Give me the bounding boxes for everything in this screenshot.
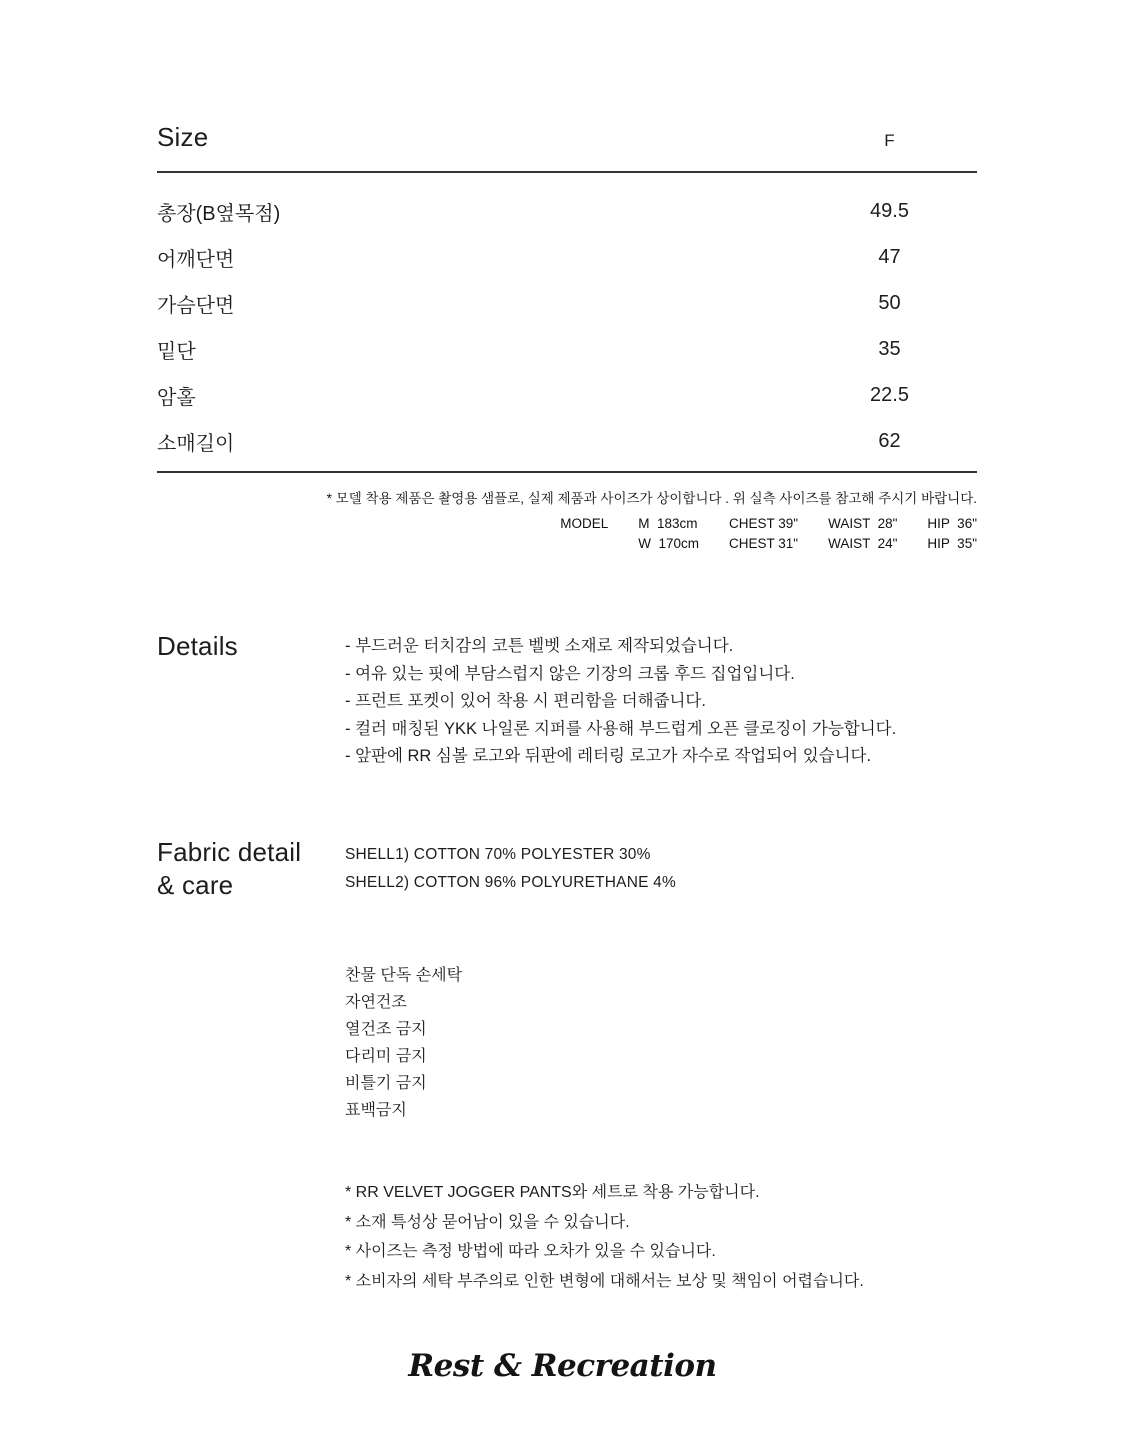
measurement-label: 소매길이	[157, 432, 235, 455]
model-chest: CHEST 31"	[729, 536, 799, 551]
model-spec-table	[157, 514, 977, 554]
detail-item: - 프런트 포켓이 있어 착용 시 편리함을 더해줍니다.	[345, 692, 706, 710]
product-note: * 소재 특성상 묻어남이 있을 수 있습니다.	[345, 1213, 630, 1231]
model-label-empty	[560, 534, 608, 554]
details-title: Details	[157, 631, 238, 661]
measurement-label: 암홀	[157, 386, 196, 409]
fabric-title	[157, 836, 301, 902]
table-row	[157, 280, 977, 326]
measurement-label: 어깨단면	[157, 248, 235, 271]
product-notes-list	[345, 1178, 1025, 1296]
fabric-title-line2: & care	[157, 870, 234, 900]
model-height: W 170cm	[638, 536, 700, 551]
model-height: M 183cm	[638, 516, 698, 531]
measurement-value: 49.5	[870, 199, 909, 222]
fabric-composition: SHELL2) COTTON 96% POLYURETHANE 4%	[345, 874, 676, 891]
care-instruction: 열건조 금지	[345, 1021, 427, 1038]
fabric-composition: SHELL1) COTTON 70% POLYESTER 30%	[345, 846, 651, 863]
measurement-label: 가슴단면	[157, 294, 235, 317]
table-row	[157, 188, 977, 234]
table-row	[157, 418, 977, 464]
size-column-header: F	[884, 131, 895, 150]
table-row	[157, 326, 977, 372]
brand-logo: Rest & Recreation	[408, 1348, 717, 1384]
size-title: Size	[157, 122, 209, 152]
model-waist: WAIST 24"	[828, 536, 898, 551]
detail-item: - 여유 있는 핏에 부담스럽지 않은 기장의 크롭 후드 집업입니다.	[345, 664, 795, 683]
detail-item: - 앞판에 RR 심볼 로고와 뒤판에 레터링 로고가 자수로 작업되어 있습니다.	[345, 747, 872, 765]
size-table-section	[157, 122, 977, 554]
size-table-header	[157, 122, 977, 171]
measurement-label: 밑단	[157, 340, 196, 363]
model-waist: WAIST 28"	[828, 516, 898, 531]
product-note: * RR VELVET JOGGER PANTS와 세트로 착용 가능합니다.	[345, 1184, 760, 1201]
detail-item: - 컬러 매칭된 YKK 나일론 지퍼를 사용해 부드럽게 오픈 클로징이 가능합니다.	[345, 719, 897, 738]
size-table-body	[157, 173, 977, 471]
measurement-value: 47	[878, 245, 901, 268]
model-label: MODEL	[560, 516, 609, 531]
product-note: * 소비자의 세탁 부주의로 인한 변형에 대해서는 보상 및 책임이 어렵습니다.	[345, 1272, 864, 1290]
table-bottom-divider	[157, 471, 977, 473]
care-instruction-list	[345, 962, 985, 1124]
care-instruction: 자연건조	[345, 994, 407, 1011]
table-row	[157, 234, 977, 280]
measurement-value: 22.5	[870, 383, 909, 406]
detail-item: - 부드러운 터치감의 코튼 벨벳 소재로 제작되었습니다.	[345, 637, 734, 655]
measurement-value: 35	[878, 337, 901, 360]
care-instruction: 찬물 단독 손세탁	[345, 967, 463, 984]
model-hip: HIP 35"	[927, 536, 977, 551]
measurement-value: 50	[878, 291, 901, 314]
details-list	[345, 633, 985, 771]
care-instruction: 다리미 금지	[345, 1048, 427, 1065]
measurement-value: 62	[878, 429, 901, 452]
care-instruction: 표백금지	[345, 1102, 407, 1119]
product-note: * 사이즈는 측정 방법에 따라 오차가 있을 수 있습니다.	[345, 1243, 716, 1260]
model-hip: HIP 36"	[927, 516, 977, 531]
size-disclaimer-note: * 모델 착용 제품은 촬영용 샘플로, 실제 제품과 사이즈가 상이합니다 . 위 실측 사이즈를 참고해 주시기 바랍니다.	[326, 491, 977, 506]
fabric-title-line1: Fabric detail	[157, 837, 302, 867]
care-instruction: 비틀기 금지	[345, 1075, 427, 1092]
measurement-label: 총장(B옆목점)	[157, 202, 281, 225]
table-row	[157, 372, 977, 418]
page-footer	[0, 1348, 1125, 1384]
fabric-composition-list	[345, 841, 985, 897]
model-chest: CHEST 39"	[729, 516, 799, 531]
